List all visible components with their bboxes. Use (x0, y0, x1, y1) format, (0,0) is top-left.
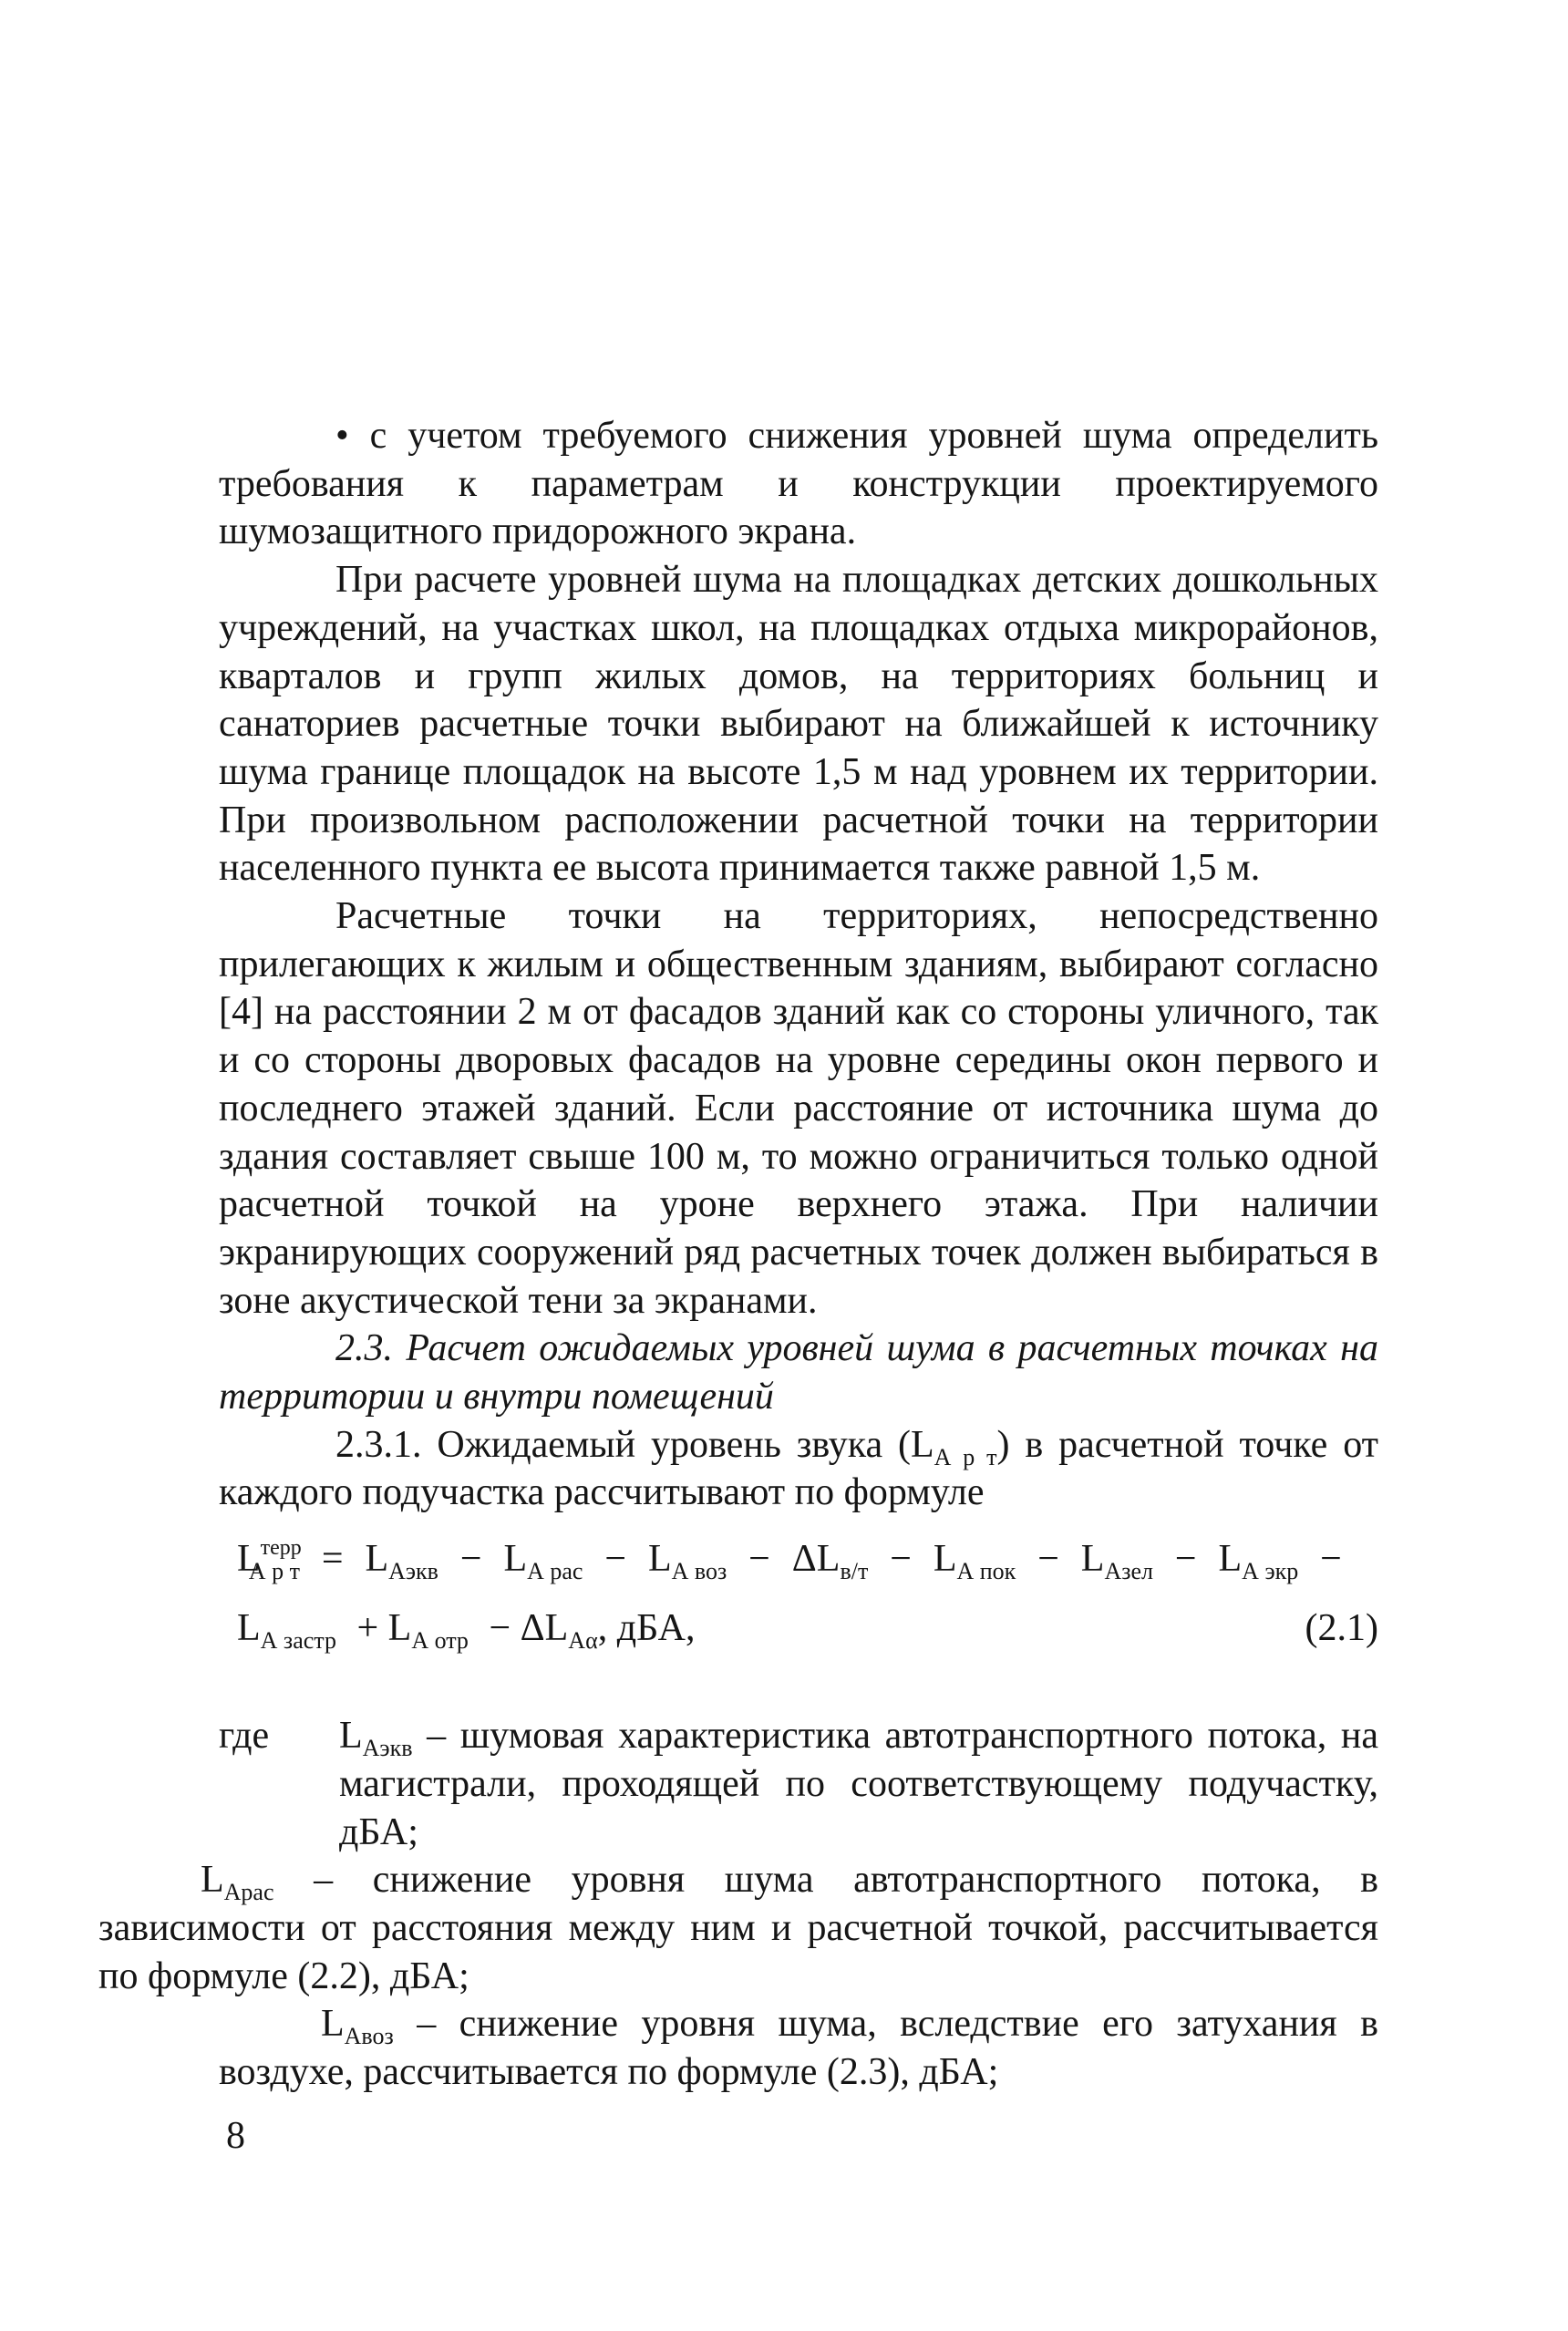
term-1-subscript: Аэкв (388, 1558, 438, 1585)
definition-1-body: – шумовая характеристика автотранспортного потока, на магистрали, проходящей по соответствующему подучастку, дБА; (339, 1715, 1378, 1853)
definition-2 (98, 1856, 1378, 2000)
symbol-L: L (933, 1538, 957, 1581)
formula-line-2 (237, 1606, 1342, 1655)
equation-number: (2.1) (1305, 1607, 1378, 1650)
bullet-paragraph: • с учетом требуемого снижения уровней шума определить требования к параметрам и конструкции проектируемого шумозащитного придорожного экрана. (219, 415, 1378, 553)
intro-text-start: 2.3.1. Ожидаемый уровень звука (L (335, 1423, 934, 1466)
term-10 (520, 1607, 598, 1655)
term-1 (365, 1537, 438, 1585)
where-label: где (219, 1715, 270, 1758)
term-4-subscript: в/т (840, 1558, 869, 1585)
symbol-L: L (647, 1538, 672, 1581)
symbol-L: L (321, 2003, 345, 2046)
minus-sign: − (489, 1607, 511, 1650)
term-7 (1218, 1537, 1299, 1585)
symbol-L: L (387, 1607, 412, 1650)
term-6 (1080, 1537, 1154, 1585)
definition-3-subscript: Авоз (344, 2023, 394, 2050)
term-9 (387, 1607, 469, 1655)
term-3 (647, 1537, 727, 1585)
term-3-subscript: А воз (671, 1558, 727, 1585)
symbol-L: L (237, 1538, 261, 1581)
minus-sign: − (459, 1538, 482, 1581)
symbol-delta-L: ΔL (520, 1607, 569, 1650)
symbol-L: L (1218, 1538, 1243, 1581)
paragraph-calculation-points: При расчете уровней шума на площадках детских дошкольных учреждений, на участках школ, на площадках отдыха микрорайонов, кварталов и групп жилых домов, на территориях больниц и санаториев расчетные точки выбирают на ближайшей к источнику шума границе площадок на высоте 1,5 м над уровнем их территории. При произвольном расположении расчетной точки на территории населенного пункта ее высота принимается также равной 1,5 м. (219, 559, 1378, 890)
minus-sign: − (1174, 1538, 1197, 1581)
definition-2-body: – снижение уровня шума автотранспортного потока, в зависимости от расстояния между ним и расчетной точкой, рассчитывается по формуле (2.2), дБА; (98, 1859, 1378, 1997)
minus-sign: − (1320, 1538, 1342, 1581)
page-number: 8 (226, 2115, 245, 2157)
lhs-subscript: А р т (248, 1558, 300, 1585)
intro-subscript: А р т (934, 1443, 997, 1470)
formula-2-1 (219, 1530, 1378, 1683)
definition-1 (219, 1712, 1378, 1856)
symbol-L: L (201, 1859, 224, 1902)
term-5 (933, 1537, 1016, 1585)
lhs-superscript: терр (260, 1536, 302, 1561)
term-7-subscript: А экр (1242, 1558, 1299, 1585)
definition-1-text (339, 1712, 1378, 1856)
term-lhs (237, 1536, 302, 1585)
term-8 (237, 1607, 336, 1655)
symbol-delta-L: ΔL (791, 1538, 841, 1581)
definition-1-subscript: Аэкв (362, 1735, 413, 1762)
minus-sign: − (890, 1538, 912, 1581)
formula-unit: , дБА, (597, 1607, 696, 1650)
term-2 (503, 1537, 583, 1585)
term-10-subscript: Аα (568, 1627, 598, 1655)
symbol-L: L (365, 1538, 389, 1581)
section-heading: 2.3. Расчет ожидаемых уровней шума в расчетных точках на территории и внутри помещений (219, 1327, 1378, 1418)
definition-2-subscript: Арас (223, 1879, 274, 1906)
lhs-indices (248, 1536, 302, 1585)
equals-sign: = (321, 1538, 344, 1581)
paragraph-formula-intro (219, 1421, 1378, 1517)
paragraph-building-points: Расчетные точки на территориях, непосредственно прилегающих к жилым и общественным зданиям, выбирают согласно [4] на расстоянии 2 м от фасадов зданий как со стороны уличного, так и со стороны дворовых фасадов на уровне середины окон первого и последнего этажей зданий. Если расстояние от источника шума до здания составляет свыше 100 м, то можно ограничиться только одной расчетной точкой на уроне верхнего этажа. При наличии экранирующих сооружений ряд расчетных точек должен выбираться в зоне акустической тени за экранами. (219, 895, 1378, 1322)
term-6-subscript: Азел (1104, 1558, 1154, 1585)
term-4 (791, 1537, 869, 1585)
intro-text-end: ) в расчетной точке от каждого подучастка рассчитывают по формуле (219, 1423, 1378, 1514)
definition-3-body: – снижение уровня шума, вследствие его затухания в воздухе, рассчитывается по формуле (2.3), дБА; (219, 2003, 1378, 2094)
symbol-L: L (503, 1538, 528, 1581)
term-8-subscript: А застр (260, 1627, 336, 1655)
symbol-L: L (339, 1715, 363, 1758)
minus-sign: − (604, 1538, 627, 1581)
definition-3 (219, 2000, 1378, 2096)
term-5-subscript: А пок (956, 1558, 1016, 1585)
minus-sign: − (748, 1538, 770, 1581)
symbol-L: L (237, 1607, 261, 1650)
text-block (98, 412, 1378, 2097)
term-9-subscript: А отр (411, 1627, 469, 1655)
formula-line-1 (237, 1536, 1342, 1585)
minus-sign: − (1037, 1538, 1059, 1581)
plus-sign: + (356, 1607, 379, 1650)
symbol-L: L (1080, 1538, 1105, 1581)
term-2-subscript: А рас (527, 1558, 583, 1585)
